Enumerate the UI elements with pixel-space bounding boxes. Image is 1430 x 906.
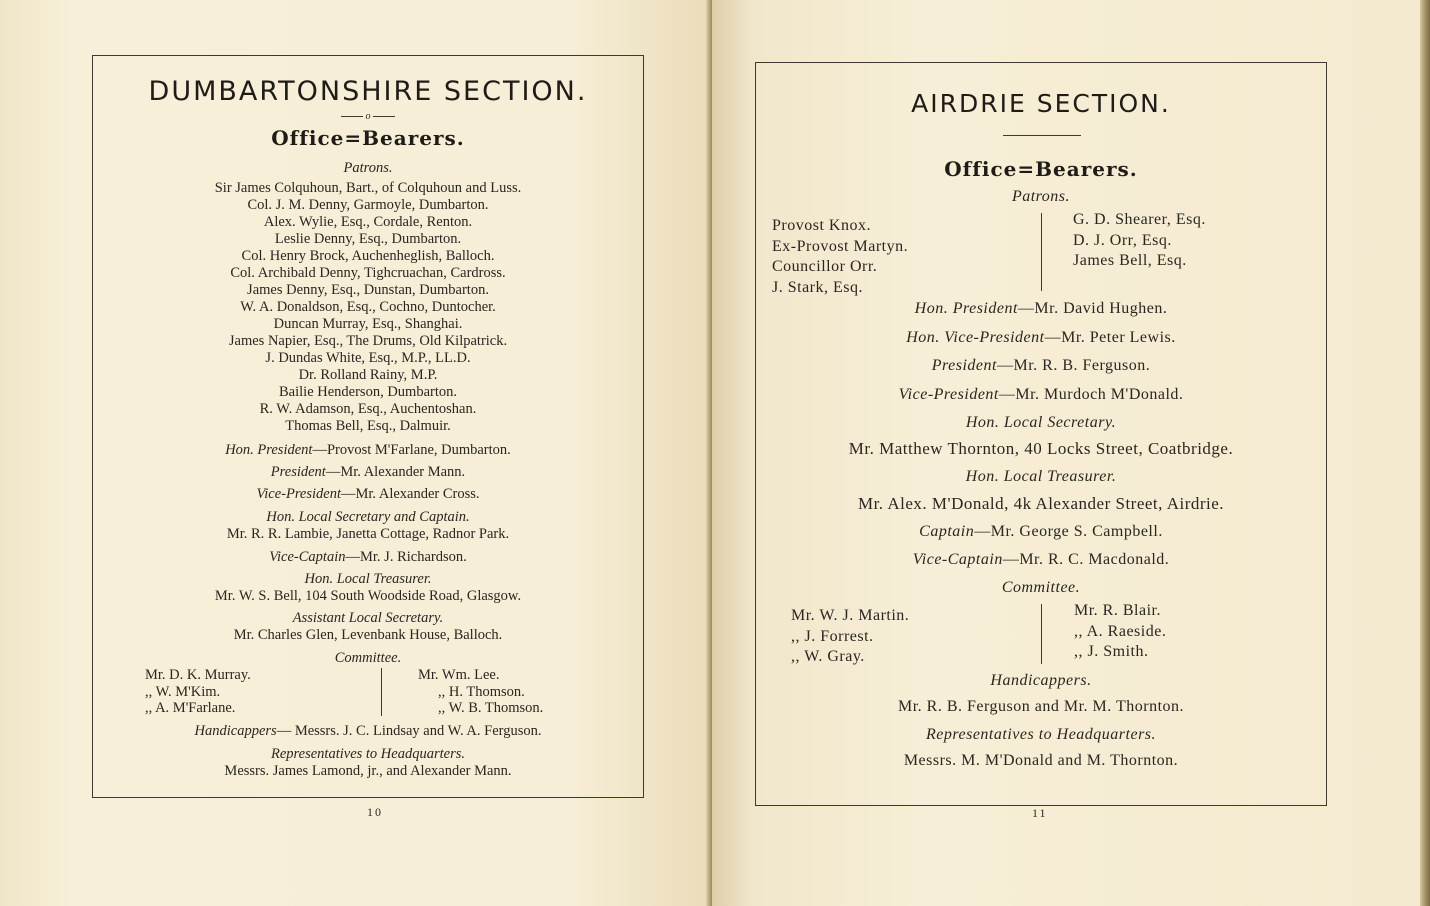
committee-member: ,, J. Smith. — [1074, 643, 1149, 660]
patron-line: James Napier, Esq., The Drums, Old Kilpatrick. — [228, 333, 508, 349]
patron-line: R. W. Adamson, Esq., Auchentoshan. — [259, 401, 477, 417]
left-office-bearers-heading: Office=Bearers. — [271, 126, 465, 150]
right-president: President—Mr. R. B. Ferguson. — [931, 357, 1151, 374]
left-page — [0, 0, 712, 906]
patron-line: G. D. Shearer, Esq. — [1073, 211, 1206, 228]
patron-line: W. A. Donaldson, Esq., Cochno, Duntocher. — [240, 299, 496, 315]
patrons-divider — [1041, 213, 1042, 291]
committee-member: ,, W. B. Thomson. — [438, 700, 544, 716]
committee-divider — [381, 668, 382, 716]
left-vice-president: Vice-President—Mr. Alexander Cross. — [256, 486, 480, 502]
left-vice-captain: Vice-Captain—Mr. J. Richardson. — [269, 549, 467, 565]
patron-line: Councillor Orr. — [772, 258, 878, 275]
patron-line: J. Dundas White, Esq., M.P., LL.D. — [265, 350, 471, 366]
patron-line: Col. Henry Brock, Auchenheglish, Balloch. — [241, 248, 495, 264]
patron-line: James Bell, Esq. — [1073, 252, 1187, 269]
right-handicappers: Mr. R. B. Ferguson and Mr. M. Thornton. — [897, 698, 1185, 715]
right-patrons-col-1 — [772, 216, 908, 298]
title-ornament: o — [93, 111, 643, 122]
patron-line: James Denny, Esq., Dunstan, Dumbarton. — [247, 282, 489, 298]
right-reps-heading: Representatives to Headquarters. — [925, 726, 1157, 743]
committee-member: ,, A. M'Farlane. — [145, 700, 236, 716]
patron-line: Duncan Murray, Esq., Shanghai. — [273, 316, 463, 332]
left-treasurer-heading: Hon. Local Treasurer. — [304, 571, 432, 587]
right-treasurer: Mr. Alex. M'Donald, 4k Alexander Street, Airdrie. — [857, 494, 1225, 513]
patron-line: D. J. Orr, Esq. — [1073, 231, 1172, 249]
right-page — [712, 0, 1422, 906]
patron-line: Alex. Wylie, Esq., Cordale, Renton. — [263, 214, 473, 230]
right-page-number: 11 — [1032, 806, 1048, 820]
right-hon-sec-heading: Hon. Local Secretary. — [965, 414, 1117, 431]
left-patrons-heading: Patrons. — [343, 160, 393, 176]
title-rule — [1003, 135, 1081, 136]
committee-member: Mr. W. J. Martin. — [791, 607, 910, 624]
committee-divider — [1041, 604, 1042, 664]
right-reps: Messrs. M. M'Donald and M. Thornton. — [903, 752, 1179, 769]
right-office-bearers-heading: Office=Bearers. — [944, 157, 1138, 181]
left-asst-sec-heading: Assistant Local Secretary. — [292, 610, 444, 626]
patron-line: Col. J. M. Denny, Garmoyle, Dumbarton. — [247, 197, 489, 213]
right-patrons-heading: Patrons. — [1011, 188, 1071, 205]
right-vice-president: Vice-President—Mr. Murdoch M'Donald. — [898, 386, 1184, 403]
patron-line: Leslie Denny, Esq., Dumbarton. — [274, 231, 462, 247]
left-asst-sec: Mr. Charles Glen, Levenbank House, Balloch. — [233, 627, 503, 643]
left-section-title: DUMBARTONSHIRE SECTION. — [148, 76, 588, 107]
committee-member: ,, A. Raeside. — [1074, 622, 1167, 640]
right-hon-president: Hon. President—Mr. David Hughen. — [914, 300, 1168, 317]
left-page-number: 10 — [367, 805, 383, 819]
patron-line: Thomas Bell, Esq., Dalmuir. — [285, 418, 451, 434]
left-page-frame — [92, 55, 644, 798]
left-committee-heading: Committee. — [334, 650, 402, 666]
left-reps-heading: Representatives to Headquarters. — [271, 746, 465, 762]
left-treasurer: Mr. W. S. Bell, 104 South Woodside Road, Glasgow. — [214, 588, 522, 604]
right-committee-col-2 — [1074, 601, 1166, 663]
right-hon-vice-president: Hon. Vice-President—Mr. Peter Lewis. — [906, 329, 1176, 346]
committee-member: ,, H. Thomson. — [438, 683, 525, 700]
left-hon-president: Hon. President—Provost M'Farlane, Dumbarton. — [225, 442, 511, 458]
left-committee-col-1 — [145, 667, 251, 717]
committee-member: Mr. D. K. Murray. — [145, 667, 251, 683]
patron-line: Ex-Provost Martyn. — [772, 237, 909, 255]
left-reps: Messrs. James Lamond, jr., and Alexander Mann. — [224, 763, 512, 779]
patron-line: Bailie Henderson, Dumbarton. — [279, 384, 457, 400]
patron-line: Provost Knox. — [772, 217, 871, 234]
patron-line: J. Stark, Esq. — [772, 278, 863, 296]
patron-line: Dr. Rolland Rainy, M.P. — [298, 367, 438, 383]
right-hon-sec: Mr. Matthew Thornton, 40 Locks Street, Coatbridge. — [848, 439, 1234, 458]
committee-member: ,, W. Gray. — [791, 648, 865, 665]
committee-member: Mr. R. Blair. — [1074, 602, 1161, 619]
committee-member: ,, W. M'Kim. — [145, 683, 221, 700]
right-patrons-col-2 — [1073, 210, 1206, 272]
left-president: President—Mr. Alexander Mann. — [270, 464, 466, 480]
left-hon-sec: Mr. R. R. Lambie, Janetta Cottage, Radnor Park. — [226, 526, 510, 542]
committee-member: ,, J. Forrest. — [791, 627, 874, 645]
patron-line: Col. Archibald Denny, Tighcruachan, Cardross. — [230, 265, 506, 281]
patron-line: Sir James Colquhoun, Bart., of Colquhoun and Luss. — [214, 180, 522, 196]
right-committee-heading: Committee. — [1001, 579, 1081, 596]
left-committee-col-2 — [418, 667, 543, 717]
left-hon-sec-heading: Hon. Local Secretary and Captain. — [266, 509, 470, 525]
right-captain: Captain—Mr. George S. Campbell. — [919, 523, 1163, 540]
right-page-frame — [755, 62, 1327, 806]
page-edge — [1420, 0, 1430, 906]
right-vice-captain: Vice-Captain—Mr. R. C. Macdonald. — [912, 551, 1170, 568]
left-handicappers: Handicappers— Messrs. J. C. Lindsay and W. A. Ferguson. — [194, 723, 542, 739]
right-section-title: AIRDRIE SECTION. — [911, 89, 1171, 118]
committee-member: Mr. Wm. Lee. — [418, 667, 500, 683]
right-committee-col-1 — [791, 606, 909, 668]
right-treasurer-heading: Hon. Local Treasurer. — [965, 468, 1117, 485]
right-handicappers-heading: Handicappers. — [990, 672, 1092, 689]
